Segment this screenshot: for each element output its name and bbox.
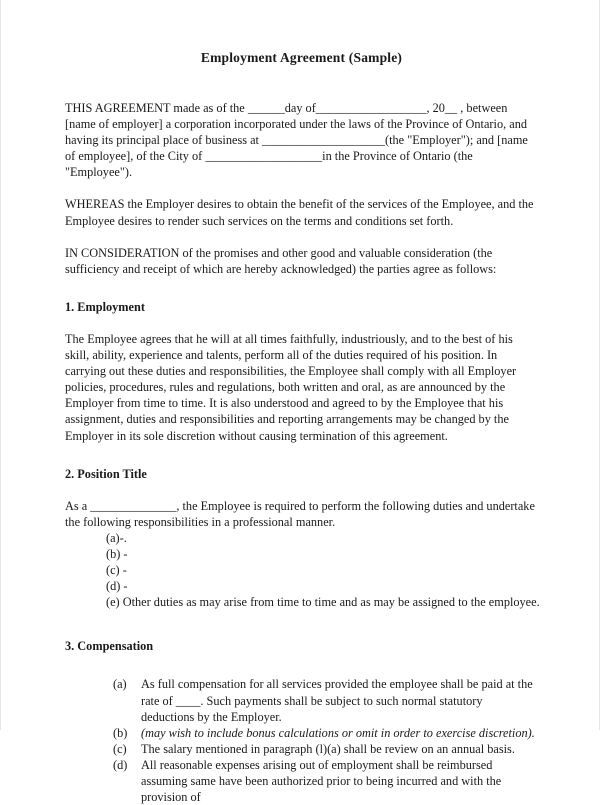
list-item [65, 741, 538, 757]
section-heading-position-title: 2. Position Title [65, 466, 147, 481]
page-title: Employment Agreement (Sample) [200, 50, 403, 65]
spacer [65, 315, 538, 331]
section-body-position-title: As a ______________, the Employee is required to perform the following duties and undertake the following responsibilities in a professional manner. [65, 498, 535, 529]
preamble-paragraph-2: WHEREAS the Employer desires to obtain the benefit of the services of the Employee, and the Employee desires to render such services on the terms and conditions set forth. [65, 197, 534, 228]
list-item-text: All reasonable expenses arising out of employment shall be reimbursed assuming same have been authorized prior to being incurred and with the provision of [141, 757, 502, 805]
spacer [65, 610, 538, 638]
list-item: (c) - [106, 563, 127, 578]
preamble-paragraph-3: IN CONSIDERATION of the promises and other good and valuable consideration (the sufficiency and receipt of which are hereby acknowledged) the parties agree as follows: [65, 245, 497, 276]
spacer [65, 654, 538, 676]
list-item-text: (may wish to include bonus calculations or omit in order to exercise discretion). [141, 725, 535, 740]
list-item-text: The salary mentioned in paragraph (l)(a) shall be review on an annual basis. [141, 741, 515, 756]
list-item [65, 757, 538, 805]
list-item [65, 725, 538, 741]
list-item-label: (d) [113, 757, 128, 772]
section-heading-employment: 1. Employment [65, 299, 145, 314]
spacer [65, 67, 538, 100]
spacer [65, 277, 538, 299]
list-item: (b) - [106, 546, 128, 561]
position-title-duties-list [65, 530, 538, 610]
preamble-paragraph-1: THIS AGREEMENT made as of the ______day of__________________, 20__ , between [name of employer] a corporation incorporated under the laws of the Province of Ontario, and having its principal place of business at ____________________(the "Employer"); and [name of employee], of the City of ___________________in the Province of Ontario (the "Employee"). [65, 101, 528, 180]
list-item: (a)-. [106, 530, 127, 545]
section-heading-compensation: 3. Compensation [65, 639, 154, 654]
list-item-label: (c) [113, 741, 127, 756]
spacer [65, 229, 538, 245]
document-body [65, 0, 538, 805]
compensation-list [65, 676, 538, 805]
spacer [65, 444, 538, 466]
list-item-label: (b) [113, 725, 128, 740]
list-item-label: (a) [113, 677, 127, 692]
list-item [65, 676, 538, 724]
list-item: (e) Other duties as may arise from time to time and as may be assigned to the employee. [106, 595, 540, 610]
spacer [65, 482, 538, 498]
list-item: (d) - [106, 579, 128, 594]
list-item-text: As full compensation for all services provided the employee shall be paid at the rate of ____. Such payments shall be subject to such normal statutory deductions by the Employer. [141, 677, 533, 724]
section-body-employment: The Employee agrees that he will at all times faithfully, industriously, and to the best of his skill, ability, experience and talents, perform all of the duties required of his position. In carrying out these duties and responsibilities, the Employee shall comply with all Employer policies, procedures, rules and regulations, both written and oral, as are announced by the Employer from time to time. It is also understood and agreed to by the Employee that his assignment, duties and responsibilities and reporting arrangements may be changed by the Employer in its sole discretion without causing termination of this agreement. [65, 331, 517, 443]
spacer [65, 180, 538, 196]
